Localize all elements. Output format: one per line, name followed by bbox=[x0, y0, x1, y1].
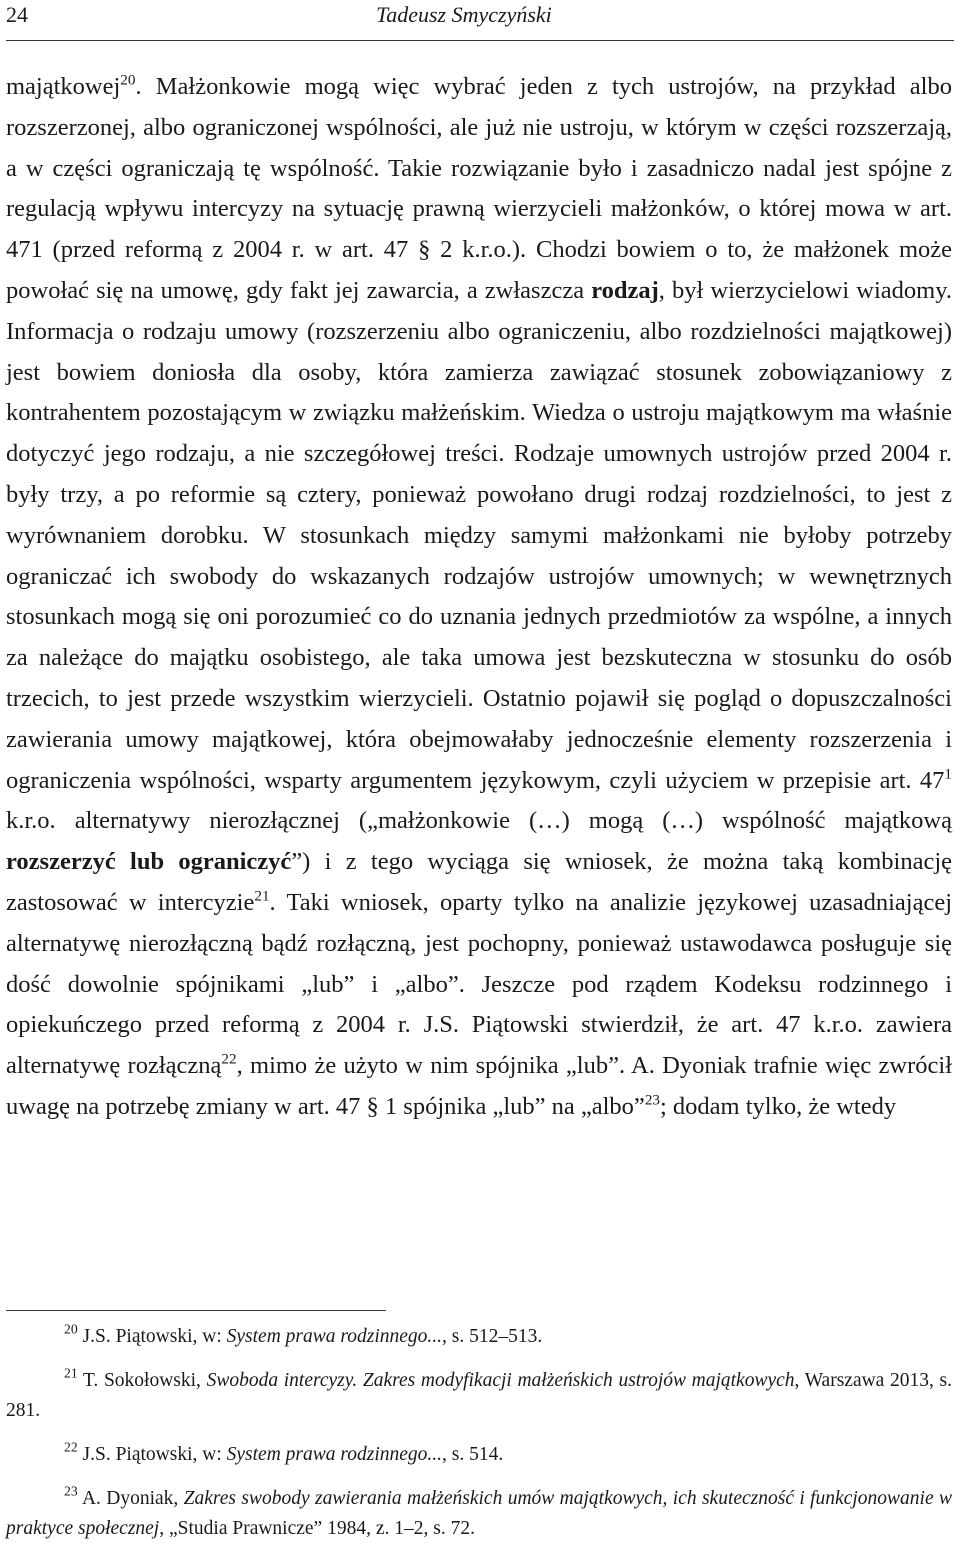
footnote-rule bbox=[6, 1310, 386, 1311]
footnote-text: , s. 512–513. bbox=[442, 1326, 543, 1347]
footnote-21 bbox=[6, 1366, 952, 1426]
footnote-20 bbox=[6, 1322, 952, 1352]
bold-phrase: rozszerzyć lub ograniczyć bbox=[6, 848, 292, 876]
footnote-ref-22[interactable]: 22 bbox=[221, 1050, 237, 1068]
footnote-title: System prawa rodzinnego... bbox=[226, 1326, 443, 1347]
text-run: majątkowej bbox=[6, 73, 121, 100]
footnote-number: 23 bbox=[64, 1483, 78, 1499]
paragraph bbox=[6, 67, 952, 1128]
footnote-23 bbox=[6, 1484, 952, 1544]
footnote-text: J.S. Piątowski, w: bbox=[82, 1444, 227, 1465]
text-run: k.r.o. alternatywy nierozłącznej („małżonkowie (…) mogą (…) wspólność majątkową bbox=[6, 807, 952, 835]
main-text bbox=[6, 67, 952, 1128]
footnote-number: 21 bbox=[64, 1365, 78, 1381]
footnote-text: , Warszawa 2013, s. 281. bbox=[6, 1370, 952, 1421]
text-run: , był wierzycielowi wiadomy. Informacja o rodzaju umowy (rozszerzeniu albo ograniczeniu, albo rozdzielności majątkowej) jest bowiem doniosła dla osoby, która zamierza zawiązać stosunek zobowiązaniowy z kontrahentem pozostającym w związku małżeńskim. Wiedza o ustroju majątkowym ma właśnie dotyczyć jego rodzaju, a nie szczegółowej treści. Rodzaje umownych ustrojów przed 2004 r. były trzy, a po reformie są cztery, ponieważ powołano drugi rodzaj rozdzielności, to jest z wyrównaniem dorobku. W stosunkach między samymi małżonkami nie byłoby potrzeby ograniczać ich swobody do wskazanych rodzajów ustrojów umownych; w wewnętrznych stosunkach mogą się oni porozumieć co do uznania jednych przedmiotów za wspólne, a innych za należące do majątku osobistego, ale taka umowa jest bezskuteczna w stosunku do osób trzecich, to jest przede wszystkim wierzycieli. Ostatnio pojawił się pogląd o dopuszczalności zawierania umowy majątkowej, która obejmowałaby jednocześnie elementy rozszerzenia i ograniczenia wspólności, wsparty argumentem językowym, czyli użyciem w przepisie art. 47 bbox=[6, 276, 952, 794]
text-run: ; dodam tylko, że wtedy bbox=[660, 1092, 897, 1120]
footnote-text: , „Studia Prawnicze” 1984, z. 1–2, s. 72. bbox=[159, 1518, 475, 1539]
footnote-text: T. Sokołowski, bbox=[82, 1370, 207, 1391]
bold-rodzaj: rodzaj bbox=[591, 276, 659, 304]
article-superscript: 1 bbox=[944, 765, 952, 783]
footnote-ref-20[interactable]: 20 bbox=[120, 71, 136, 89]
text-run: . Taki wniosek, oparty tylko na analizie językowej uzasadniającej alternatywę nierozłączną bądź rozłączną, jest pochopny, ponieważ ustawodawca posługuje się dość dowolnie spójnikami „lub” i „albo”. Jeszcze pod rządem Kodeksu rodzinnego i opiekuńczego przed reformą z 2004 r. J.S. Piątowski stwierdził, że art. 47 k.r.o. zawiera alternatywę rozłączną bbox=[6, 888, 952, 1080]
text-run: , mimo że użyto w nim spójnika „lub”. A. Dyoniak trafnie więc zwrócił uwagę na potrzebę zmiany w art. 47 § 1 spójnika „lub” na „albo” bbox=[6, 1052, 953, 1120]
text-run: . Małżonkowie mogą więc wybrać jeden z tych ustrojów, na przykład albo rozszerzonej, albo ograniczonej wspólności, ale już nie ustroju, w którym w części rozszerzają, a w części ograniczają tę wspólność. Takie rozwiązanie było i zasadniczo nadal jest spójne z regulacją wpływu intercyzy na sytuację prawną wierzycieli małżonków, o której mowa w art. 471 (przed reformą z 2004 r. w art. 47 § 2 k.r.o.). Chodzi bowiem o to, że małżonek może powołać się na umowę, gdy fakt jej zawarcia, a zwłaszcza bbox=[6, 73, 952, 304]
footnote-ref-23[interactable]: 23 bbox=[644, 1091, 660, 1109]
footnotes bbox=[6, 1322, 952, 1558]
footnote-title: Zakres swobody zawierania małżeńskich umów majątkowych, ich skuteczność i funkcjonowanie w praktyce społecznej bbox=[6, 1488, 952, 1539]
header-rule bbox=[6, 40, 954, 41]
footnote-title: System prawa rodzinnego... bbox=[226, 1444, 443, 1465]
footnote-text: J.S. Piątowski, w: bbox=[82, 1326, 227, 1347]
footnote-number: 22 bbox=[64, 1439, 78, 1455]
footnote-number: 20 bbox=[64, 1321, 78, 1337]
page-header bbox=[6, 0, 954, 40]
footnote-22 bbox=[6, 1440, 952, 1470]
footnote-text: , s. 514. bbox=[442, 1444, 504, 1465]
page-number: 24 bbox=[6, 2, 28, 27]
footnote-ref-21[interactable]: 21 bbox=[254, 887, 270, 905]
running-head: Tadeusz Smyczyński bbox=[376, 2, 552, 27]
text-run: ”) i z tego wyciąga się wniosek, że można taką kombinację zastosować w intercyzie bbox=[6, 848, 953, 916]
footnote-title: Swoboda intercyzy. Zakres modyfikacji małżeńskich ustrojów majątkowych bbox=[206, 1370, 795, 1391]
footnote-text: A. Dyoniak, bbox=[81, 1488, 184, 1509]
